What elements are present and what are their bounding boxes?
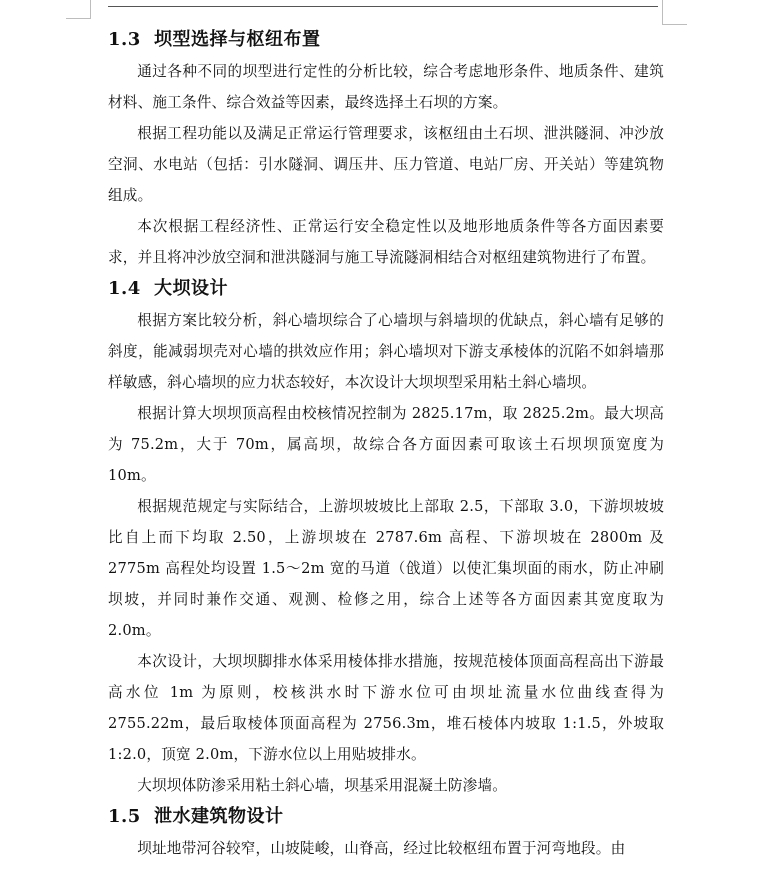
section-number: 1.3: [108, 29, 141, 50]
section-title: 坝型选择与枢纽布置: [154, 29, 321, 50]
crop-mark-right-vertical: [662, 0, 663, 24]
section-title: 泄水建筑物设计: [154, 806, 284, 827]
crop-mark-left-vertical: [90, 0, 91, 18]
paragraph: 大坝坝体防渗采用粘土斜心墙，坝基采用混凝土防渗墙。: [137, 777, 508, 794]
paragraph: 根据方案比较分析，斜心墙坝综合了心墙坝与斜墙坝的优缺点，斜心墙有足够的斜度，能减弱坝壳对心墙的拱效应作用；斜心墙坝对下游支承棱体的沉陷不如斜墙那样敏感，斜心墙坝的应力状态较好，本次设计大坝坝型采用粘土斜心墙坝。: [108, 312, 664, 391]
paragraph: 本次设计，大坝坝脚排水体采用棱体排水措施，按规范棱体顶面高程高出下游最高水位 1m 为原则，校核洪水时下游水位可由坝址流量水位曲线查得为 2755.22m，最后取棱体顶面高程为 2756.3m，堆石棱体内坡取 1:1.5，外坡取 1:2.0，顶宽 2.0m，下游水位以上用贴坡排水。: [108, 653, 664, 763]
section-1-3: [108, 24, 664, 273]
section-number: 1.5: [108, 806, 141, 827]
crop-mark-left-horizontal: [66, 18, 91, 19]
paragraph: 根据计算大坝坝顶高程由校核情况控制为 2825.17m，取 2825.2m。最大坝高为 75.2m，大于 70m，属高坝，故综合各方面因素可取该土石坝坝顶宽度为 10m。: [108, 405, 664, 484]
paragraph: 根据工程功能以及满足正常运行管理要求，该枢纽由土石坝、泄洪隧洞、冲沙放空洞、水电站（包括：引水隧洞、调压井、压力管道、电站厂房、开关站）等建筑物组成。: [108, 125, 664, 204]
section-1-4: [108, 273, 664, 801]
page-header-text: [108, 0, 658, 3]
paragraph: 通过各种不同的坝型进行定性的分析比较，综合考虑地形条件、地质条件、建筑材料、施工条件、综合效益等因素，最终选择土石坝的方案。: [108, 63, 664, 111]
section-1-5: [108, 801, 664, 864]
paragraph: 坝址地带河谷较窄，山坡陡峻，山脊高，经过比较枢纽布置于河弯地段。由: [137, 840, 626, 857]
crop-mark-right-horizontal: [662, 24, 687, 25]
document-body: [108, 24, 664, 864]
section-title: 大坝设计: [154, 278, 228, 299]
section-number: 1.4: [108, 278, 141, 299]
paragraph: 本次根据工程经济性、正常运行安全稳定性以及地形地质条件等各方面因素要求，并且将冲沙放空洞和泄洪隧洞与施工导流隧洞相结合对枢纽建筑物进行了布置。: [108, 218, 664, 266]
paragraph: 根据规范规定与实际结合，上游坝坡坡比上部取 2.5，下部取 3.0，下游坝坡坡比自上而下均取 2.50，上游坝坡在 2787.6m 高程、下游坝坡在 2800m 及 2775m 高程处均设置 1.5～2m 宽的马道（戗道）以使汇集坝面的雨水，防止冲刷坝坡，并同时兼作交通、观测、检修之用，综合上述等各方面因素其宽度取为 2.0m。: [108, 498, 664, 639]
section-heading: [108, 273, 664, 305]
section-heading: [108, 801, 664, 833]
section-heading: [108, 24, 664, 56]
